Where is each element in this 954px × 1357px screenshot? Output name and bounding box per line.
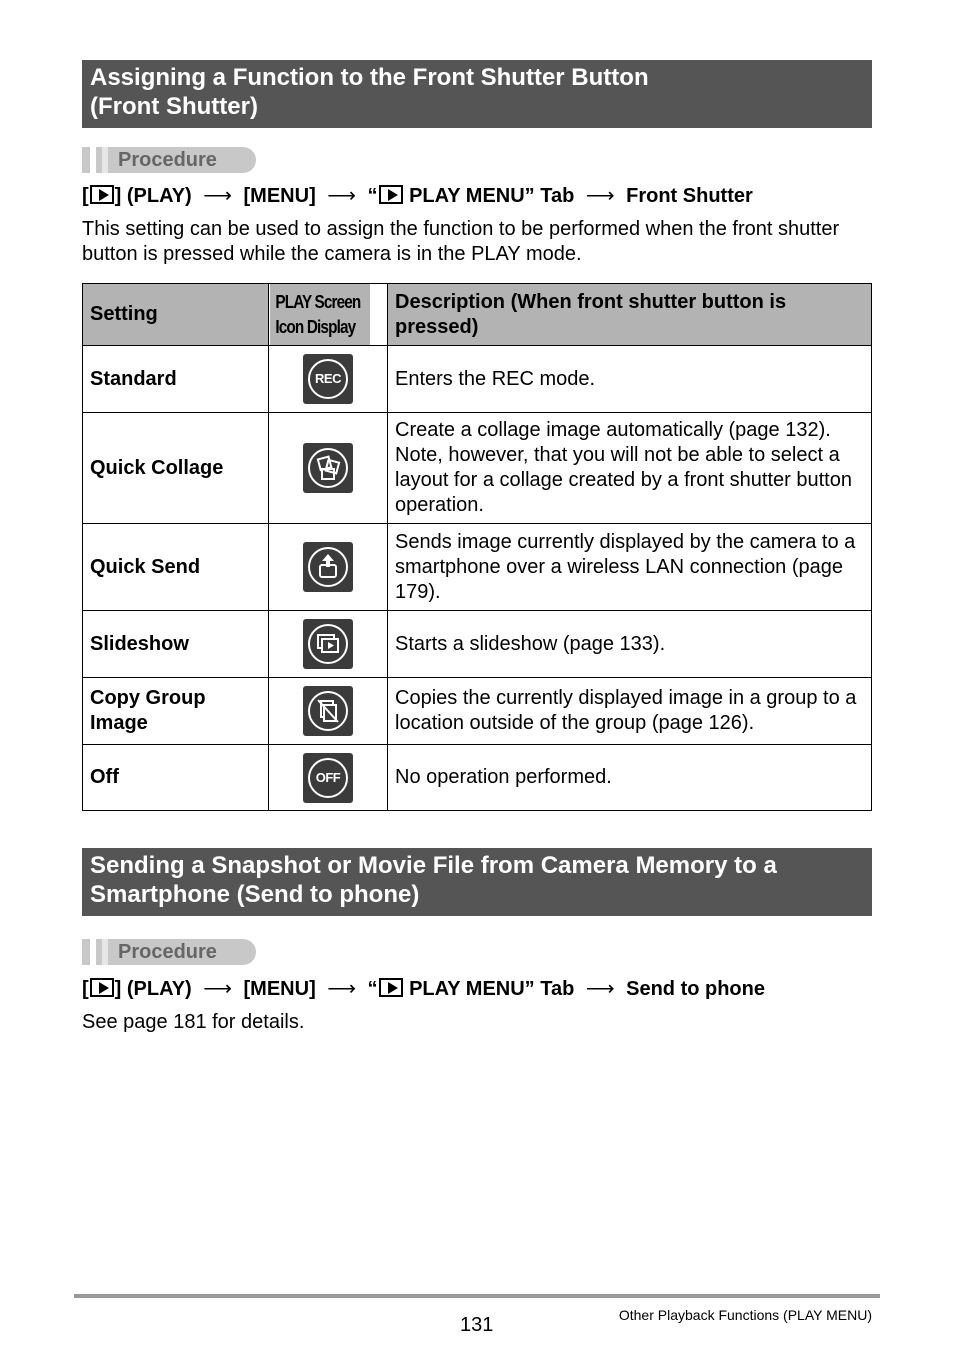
setting-name: Off <box>83 745 269 811</box>
page-number: 131 <box>460 1314 494 1336</box>
table-row <box>83 524 872 611</box>
play-button-icon <box>379 185 403 204</box>
play-button-icon <box>379 978 403 997</box>
icon-cell <box>269 745 388 811</box>
arrow-right-icon: ⟶ <box>585 978 615 1000</box>
section2-description: See page 181 for details. <box>82 1011 305 1033</box>
header-icon-line1: PLAY Screen <box>274 291 360 312</box>
bracket-open: [ <box>82 185 89 207</box>
section-title-line1: Sending a Snapshot or Movie File from Camera Memory to a <box>90 852 777 879</box>
slideshow-icon <box>303 619 353 669</box>
arrow-right-icon: ⟶ <box>203 978 232 1000</box>
setting-description: Sends image currently displayed by the camera to a smartphone over a wireless LAN connection (page 179). <box>388 524 872 611</box>
bracket-open: [ <box>82 978 89 1000</box>
table-row <box>83 611 872 678</box>
section-title-line2: (Front Shutter) <box>90 93 258 120</box>
table-row <box>83 678 872 745</box>
path-menu: [MENU] <box>243 978 316 1000</box>
path-target: Send to phone <box>626 978 765 1000</box>
procedure-path <box>82 184 753 208</box>
setting-name: Standard <box>83 346 269 413</box>
setting-name: Quick Collage <box>83 413 269 524</box>
copy-group-icon <box>303 686 353 736</box>
header-icon-line2: Icon Display <box>274 316 355 337</box>
footer-chapter-title: Other Playback Functions (PLAY MENU) <box>618 1307 872 1323</box>
path-tab: PLAY MENU” Tab <box>409 978 575 1000</box>
section-title-line2: Smartphone (Send to phone) <box>90 881 420 908</box>
icon-cell <box>269 413 388 524</box>
send-icon <box>303 542 353 592</box>
icon-cell <box>269 678 388 745</box>
header-icon-display <box>269 284 370 346</box>
section-title-line1: Assigning a Function to the Front Shutter Button <box>90 64 649 91</box>
quote-open: “ <box>367 185 378 207</box>
setting-name: Slideshow <box>83 611 269 678</box>
path-menu: [MENU] <box>243 185 316 207</box>
setting-description: No operation performed. <box>388 745 872 811</box>
quote-open: “ <box>367 978 378 1000</box>
procedure-stripe <box>90 939 96 965</box>
section-title-front-shutter <box>82 60 872 128</box>
arrow-right-icon: ⟶ <box>327 185 356 207</box>
arrow-right-icon: ⟶ <box>203 185 232 207</box>
procedure-text: Procedure <box>118 149 217 171</box>
procedure-text: Procedure <box>118 941 217 963</box>
front-shutter-table <box>82 283 872 811</box>
procedure-stripe <box>90 147 96 173</box>
procedure-label <box>82 147 256 173</box>
setting-description: Starts a slideshow (page 133). <box>388 611 872 678</box>
rec-icon: REC <box>303 354 353 404</box>
path-tab: PLAY MENU” Tab <box>409 185 575 207</box>
header-description: Description (When front shutter button is pressed) <box>388 284 872 346</box>
procedure-stripe <box>102 939 108 965</box>
play-button-icon <box>90 185 114 204</box>
procedure-stripe <box>102 147 108 173</box>
arrow-right-icon: ⟶ <box>327 978 356 1000</box>
play-button-icon <box>90 978 114 997</box>
section1-description: This setting can be used to assign the function to be performed when the front shutter button is pressed while the camera is in the PLAY mode. <box>82 218 840 265</box>
table-row <box>83 745 872 811</box>
setting-name: Copy Group Image <box>83 678 269 745</box>
collage-icon <box>303 443 353 493</box>
procedure-path <box>82 977 765 1001</box>
icon-cell <box>269 524 388 611</box>
setting-description: Copies the currently displayed image in a group to a location outside of the group (page 126). <box>388 678 872 745</box>
setting-description: Create a collage image automatically (page 132). Note, however, that you will not be able to select a layout for a collage created by a front shutter button operation. <box>388 413 872 524</box>
table-row <box>83 413 872 524</box>
path-target: Front Shutter <box>626 185 753 207</box>
arrow-right-icon: ⟶ <box>585 185 615 207</box>
section-title-send-to-phone <box>82 848 872 916</box>
procedure-label <box>82 939 256 965</box>
table-row <box>83 346 872 413</box>
header-setting: Setting <box>83 284 269 346</box>
icon-cell <box>269 346 388 413</box>
footer-divider <box>74 1294 880 1298</box>
path-play: ] (PLAY) <box>114 978 192 1000</box>
path-play: ] (PLAY) <box>114 185 192 207</box>
icon-cell <box>269 611 388 678</box>
off-icon: OFF <box>303 753 353 803</box>
setting-description: Enters the REC mode. <box>388 346 872 413</box>
table-header-row <box>83 284 872 346</box>
setting-name: Quick Send <box>83 524 269 611</box>
